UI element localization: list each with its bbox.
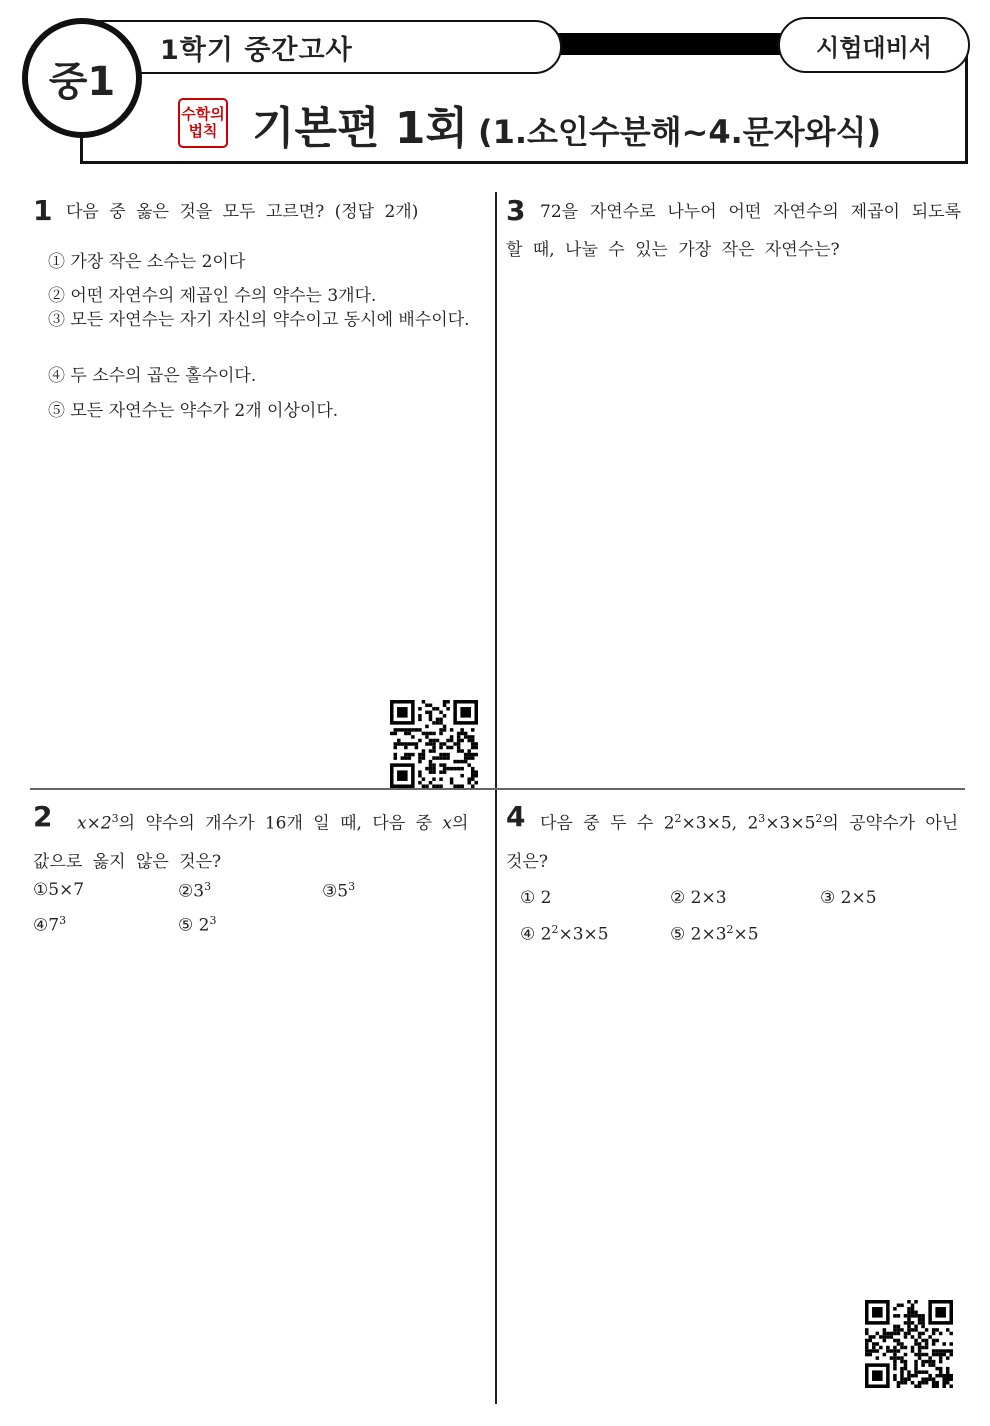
question-1-choice-1: ① 가장 작은 소수는 2이다	[48, 252, 246, 272]
question-2-number: 2	[33, 800, 53, 833]
question-4-text	[506, 800, 961, 881]
question-1-text: 다음 중 옳은 것을 모두 고르면? (정답 2개)	[66, 202, 419, 222]
question-4-choice-5	[670, 923, 759, 945]
q2-c4-sup: 3	[59, 914, 67, 927]
q4-s3: 3	[758, 812, 766, 825]
q2-text-b: 의 값으로 옳지 않은 것은?	[33, 813, 469, 872]
row-divider	[30, 788, 965, 790]
question-2-choice-3	[322, 880, 355, 902]
q2-exp: 3	[111, 812, 119, 825]
question-1-choice-2: ② 어떤 자연수의 제곱인 수의 약수는 3개다.	[48, 286, 377, 306]
qr-code-icon	[390, 700, 478, 788]
grade-label: 중1	[48, 58, 116, 105]
question-1-number: 1	[33, 194, 53, 227]
q2-var: x	[442, 813, 453, 834]
question-1-choice-3: ③ 모든 자연수는 자기 자신의 약수이고 동시에 배수이다.	[48, 310, 470, 330]
q2-c3-sup: 3	[348, 880, 356, 893]
q2-c4-label: ④7	[33, 915, 60, 936]
prep-badge	[778, 17, 970, 73]
page-title	[252, 92, 881, 156]
q2-c2-sup: 3	[204, 880, 212, 893]
question-2-text	[33, 800, 488, 881]
q2-expr: x×2	[77, 813, 112, 834]
term-label: 1학기 중간고사	[160, 35, 353, 66]
grade-badge	[22, 18, 142, 138]
qr-code-graphic	[865, 1300, 953, 1388]
q2-c3-label: ③5	[322, 881, 349, 902]
question-1-choice-5: ⑤ 모든 자연수는 약수가 2개 이상이다.	[48, 401, 339, 421]
q4-c2-label: ② 2×3	[670, 888, 727, 908]
q4-c3-label: ③ 2×5	[820, 888, 877, 908]
q4-c5-pre: ⑤ 2×3	[670, 924, 727, 945]
q2-c1-label: ①5×7	[33, 880, 85, 900]
header-bar	[555, 33, 785, 55]
qr-code-graphic	[390, 700, 478, 788]
question-2-choice-2	[178, 880, 211, 902]
q4-c4-post: ×3×5	[558, 924, 609, 945]
q4-c1-label: ① 2	[520, 888, 552, 908]
question-4-choice-4	[520, 923, 609, 945]
column-divider	[495, 192, 497, 1404]
question-3-number: 3	[506, 194, 526, 227]
q2-c5-sup: 3	[209, 914, 217, 927]
brand-stamp-icon	[178, 98, 228, 148]
question-1-choice-4: ④ 두 소수의 곱은 홀수이다.	[48, 366, 257, 386]
title-main: 기본편 1회	[252, 103, 468, 154]
q4-t4: ×3×5	[765, 813, 816, 834]
q2-c2-label: ②3	[178, 881, 205, 902]
q2-text-a: 의 약수의 개수가 16개 일 때, 다음 중	[118, 813, 443, 834]
q4-c4-pre: ④ 2	[520, 924, 552, 945]
q4-c4-sup: 2	[551, 923, 559, 936]
question-2-choice-5	[178, 914, 216, 936]
title-subtitle: (1.소인수분해~4.문자와식)	[477, 113, 882, 151]
question-4-choice-3	[820, 888, 877, 908]
question-4-choice-2	[670, 888, 727, 908]
stamp-line-1: 수학의	[181, 105, 225, 123]
q4-s1: 2	[674, 812, 682, 825]
question-4-choice-1	[520, 888, 551, 908]
q4-c5-post: ×5	[733, 924, 759, 945]
question-3-text: 72을 자연수로 나누어 어떤 자연수의 제곱이 되도록 할 때, 나눌 수 있는 가장 작은 자연수는?	[506, 202, 961, 260]
question-2-choice-4	[33, 914, 66, 936]
prep-label: 시험대비서	[816, 33, 932, 62]
stamp-line-2: 법칙	[188, 122, 218, 140]
q4-t0: 다음 중 두 수 2	[540, 813, 675, 834]
q4-t2: ×3×5, 2	[681, 813, 759, 834]
qr-code-icon	[865, 1300, 953, 1388]
q2-c5-label: ⑤ 2	[178, 915, 210, 936]
q4-c5-sup: 2	[726, 923, 734, 936]
q4-s5: 2	[815, 812, 823, 825]
question-2-choice-1	[33, 880, 84, 900]
question-4-number: 4	[506, 800, 526, 833]
q4-t6: 의 공약수가 아닌 것은?	[506, 813, 959, 872]
